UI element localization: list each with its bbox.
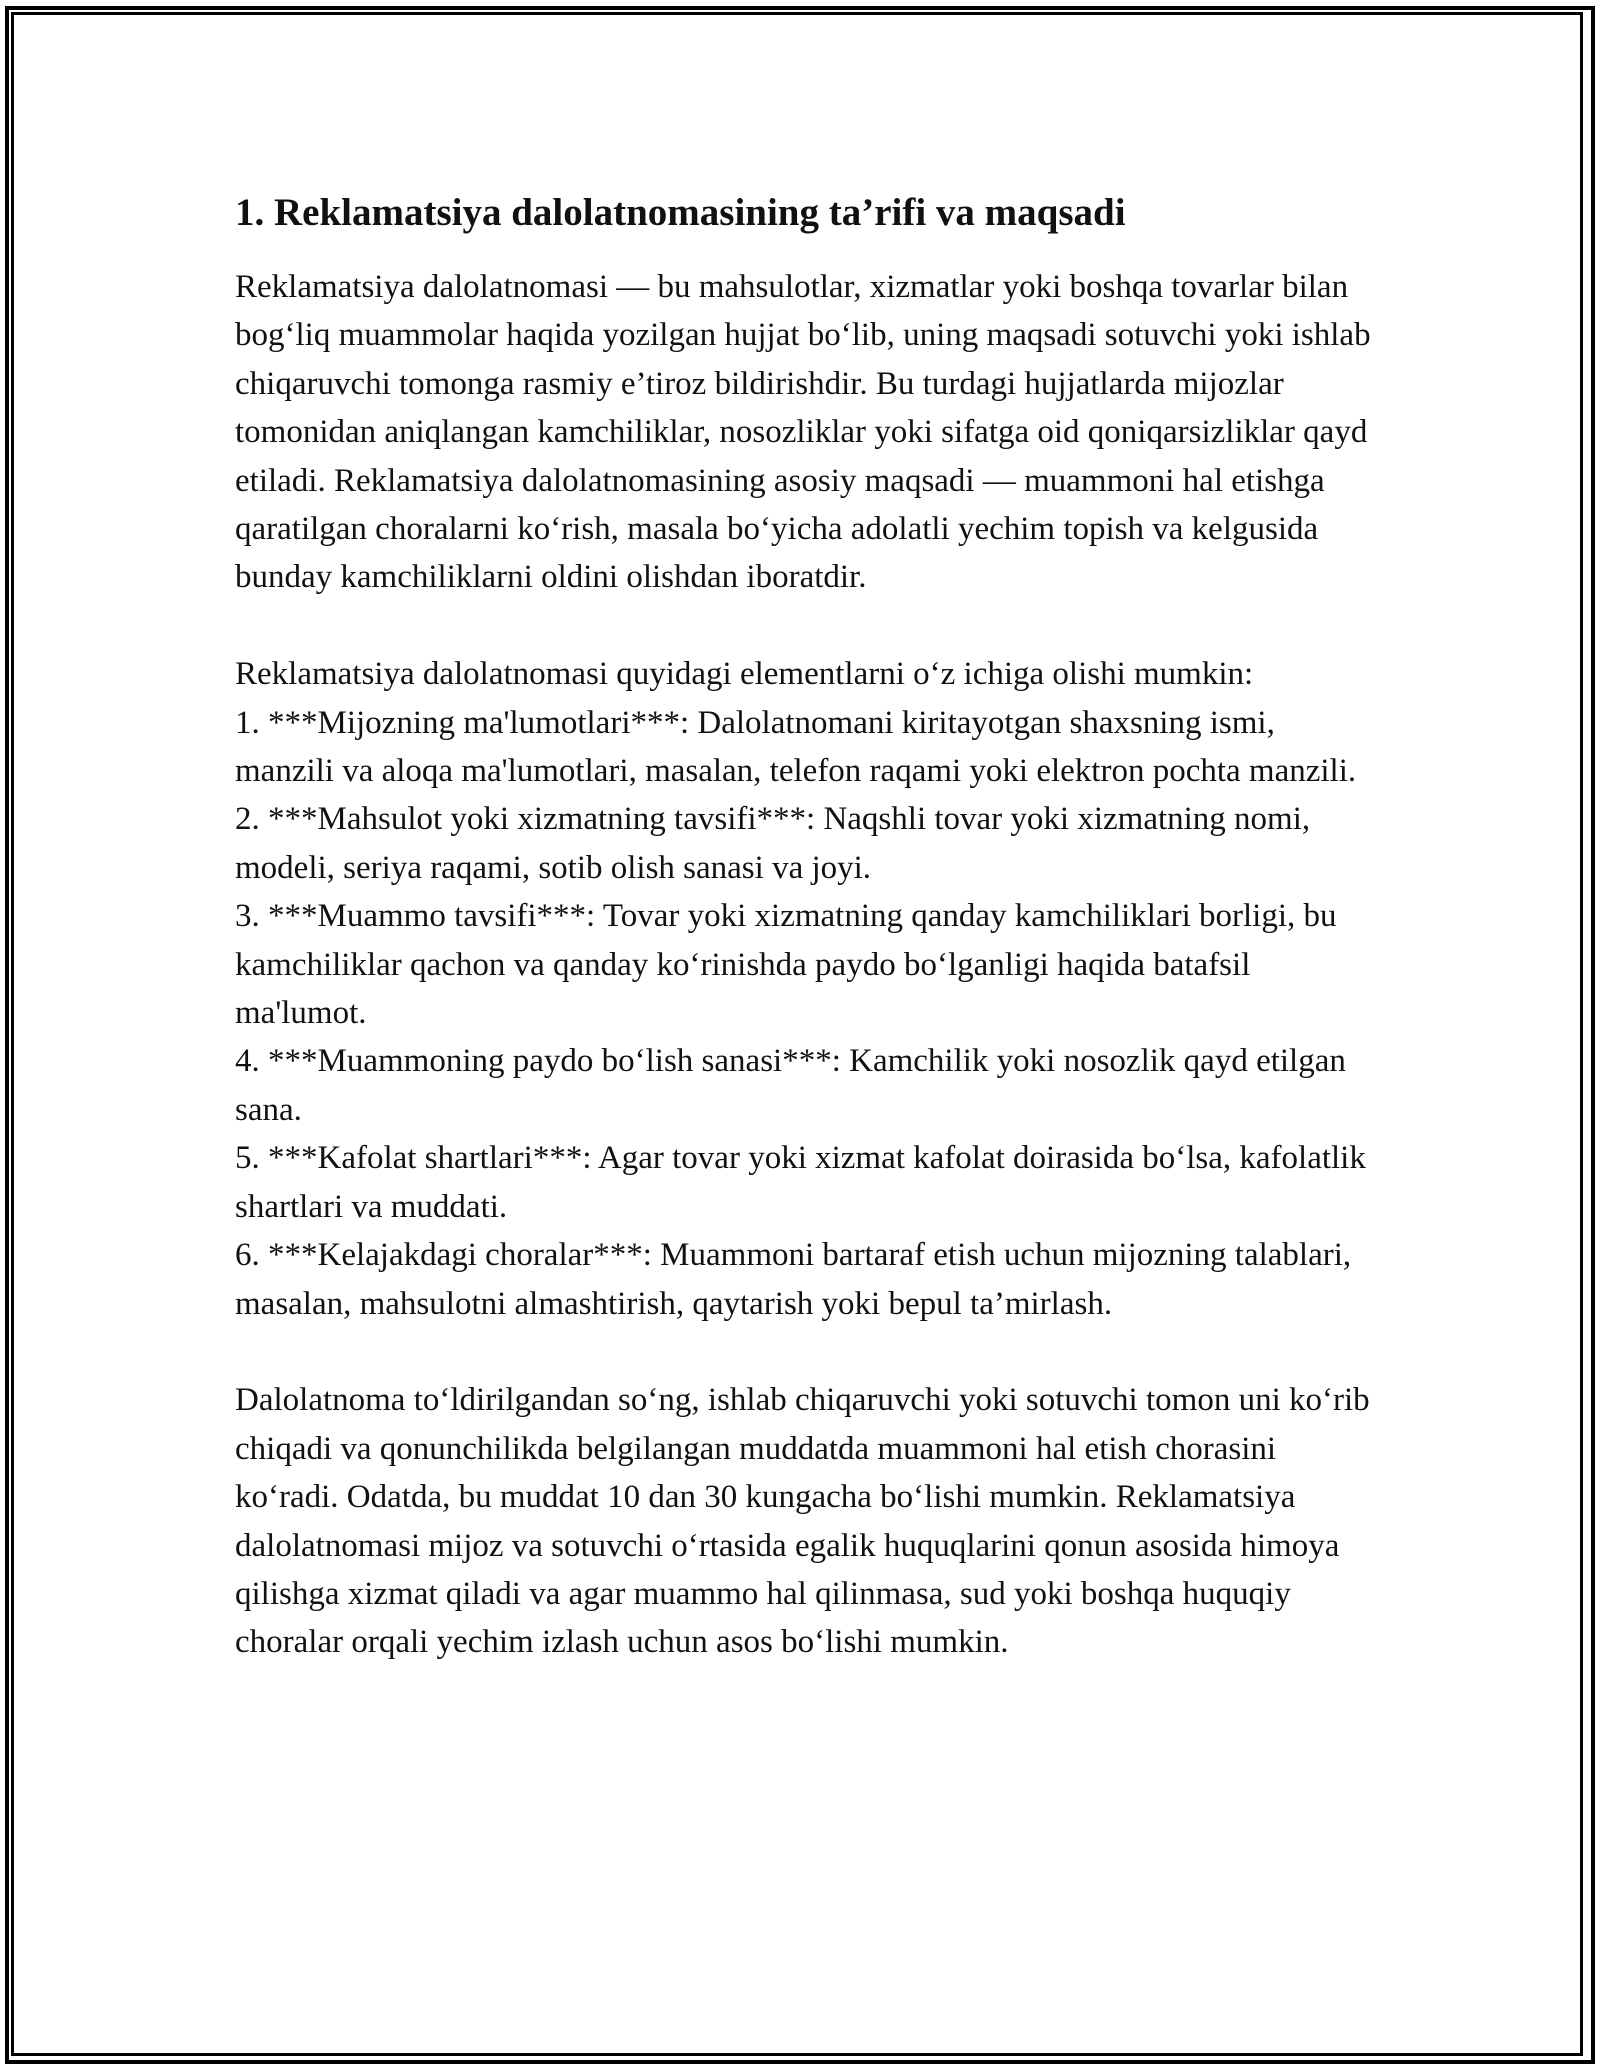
- definition-paragraph: Reklamatsiya dalolatnomasi — bu mahsulotlar, xizmatlar yoki boshqa tovarlar bilan bog‘liq muammolar haqida yozilgan hujjat bo‘lib, uning maqsadi sotuvchi yoki ishlab chiqaruvchi tomonga rasmiy e’tiroz bildirishdir. Bu turdagi hujjatlarda mijozlar tomonidan aniqlangan kamchiliklar, nosozliklar yoki sifatga oid qoniqarsizliklar qayd etiladi. Reklamatsiya dalolatnomasining asosiy maqsadi — muammoni hal etishga qaratilgan choralarni ko‘rish, masala bo‘yicha adolatli yechim topish va kelgusida bunday kamchiliklarni oldini olishdan iboratdir.: [235, 269, 1371, 596]
- list-intro: Reklamatsiya dalolatnomasi quyidagi elementlarni o‘z ichiga olishi mumkin:: [235, 656, 1254, 693]
- list-item: 4. ***Muammoning paydo bo‘lish sanasi***: Kamchilik yoki nosozlik qayd etilgan sana.: [235, 1043, 1346, 1128]
- paragraph-spacer: [235, 1328, 1375, 1376]
- list-item: 2. ***Mahsulot yoki xizmatning tavsifi***: Naqshli tovar yoki xizmatning nomi, modeli, seriya raqami, sotib olish sanasi va joyi.: [235, 801, 1311, 886]
- document-body: [235, 185, 1375, 1667]
- paragraph-spacer: [235, 602, 1375, 650]
- list-item: 1. ***Mijozning ma'lumotlari***: Dalolatnomani kiritayotgan shaxsning ismi, manzili va aloqa ma'lumotlari, masalan, telefon raqami yoki elektron pochta manzili.: [235, 704, 1357, 790]
- list-item: 5. ***Kafolat shartlari***: Agar tovar yoki xizmat kafolat doirasida bo‘lsa, kafolatlik shartlari va muddati.: [235, 1140, 1366, 1225]
- list-item: 3. ***Muammo tavsifi***: Tovar yoki xizmatning qanday kamchiliklari borligi, bu kamchiliklar qachon va qanday ko‘rinishda paydo bo‘lganligi haqida batafsil ma'lumot.: [235, 898, 1337, 1032]
- section-heading: 1. Reklamatsiya dalolatnomasining ta’rifi va maqsadi: [235, 191, 1126, 234]
- list-item: 6. ***Kelajakdagi choralar***: Muammoni bartaraf etish uchun mijozning talablari, masalan, mahsulotni almashtirish, qaytarish yoki bepul ta’mirlash.: [235, 1237, 1352, 1322]
- conclusion-paragraph: Dalolatnoma to‘ldirilgandan so‘ng, ishlab chiqaruvchi yoki sotuvchi tomon uni ko‘rib chiqadi va qonunchilikda belgilangan muddatda muammoni hal etish chorasini ko‘radi. Odatda, bu muddat 10 dan 30 kungacha bo‘lishi mumkin. Reklamatsiya dalolatnomasi mijoz va sotuvchi o‘rtasida egalik huquqlarini qonun asosida himoya qilishga xizmat qiladi va agar muammo hal qilinmasa, sud yoki boshqa huquqiy choralar orqali yechim izlash uchun asos bo‘lishi mumkin.: [235, 1382, 1370, 1661]
- elements-list: [235, 699, 1375, 1328]
